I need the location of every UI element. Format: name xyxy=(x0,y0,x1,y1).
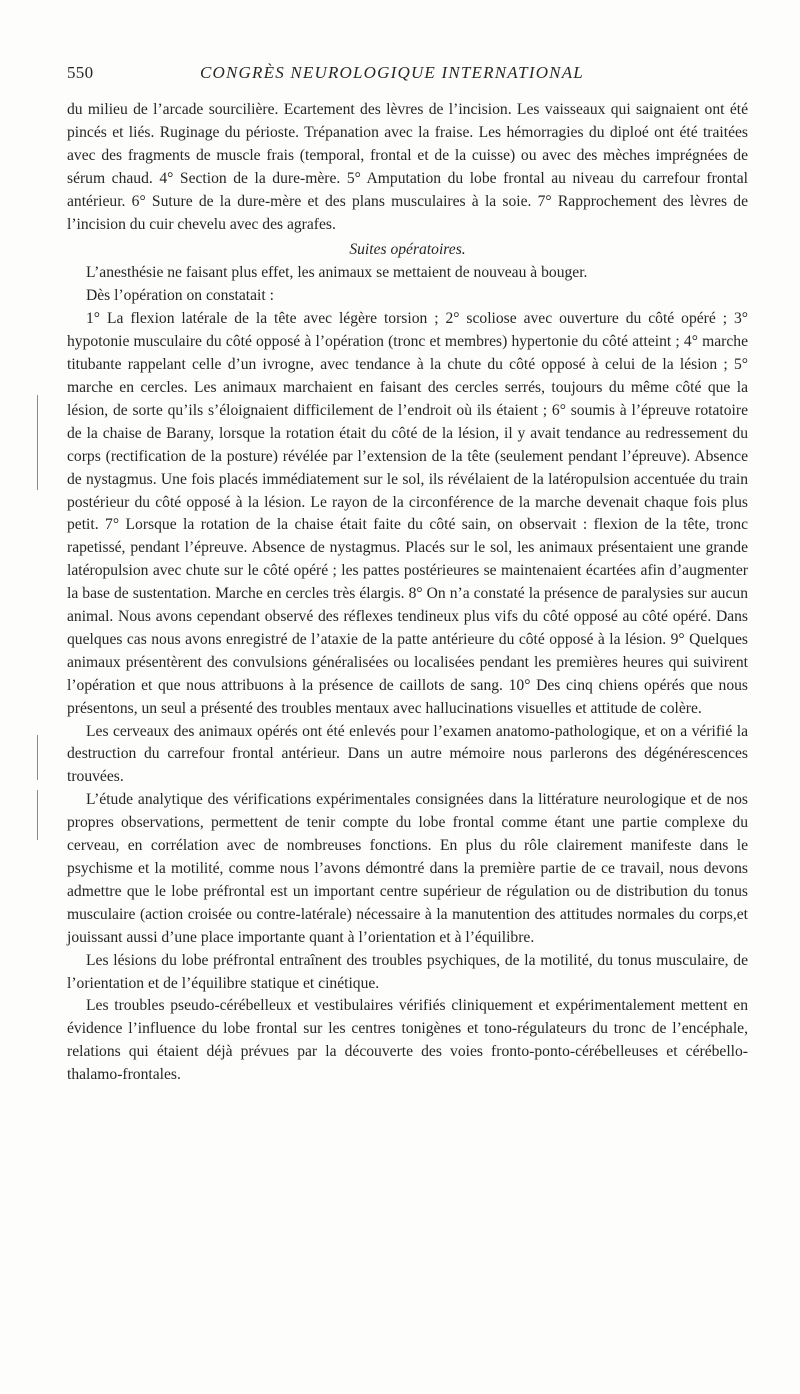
paragraph-pseudo-cerebellar-troubles: Les troubles pseudo-cérébelleux et vestibulaires vérifiés cliniquement et expérimentalement mettent en évidence l’influence du lobe frontal sur les centres tonigènes et tono-régulateurs du tronc de l’encéphale, relations qui étaient déjà prévues par la découverte des voies fronto-ponto-cérébelleuses et cérébello-thalamo-frontales. xyxy=(67,997,748,1084)
paragraph-observation-intro: Dès l’opération on constatait : xyxy=(86,287,274,305)
margin-pencil-mark xyxy=(37,395,38,490)
section-heading-suites-operatoires: Suites opératoires. xyxy=(349,241,466,259)
running-title: CONGRÈS NEUROLOGIQUE INTERNATIONAL xyxy=(200,63,584,82)
margin-pencil-mark xyxy=(37,790,38,840)
running-head xyxy=(67,62,747,84)
paragraph-observation-list: 1° La flexion latérale de la tête avec légère torsion ; 2° scoliose avec ouverture du côté opéré ; 3° hypotonie musculaire du côté opposé à l’opération (tronc et membres) hypertonie du côté atteint ; 4° marche titubante rappelant celle d’un ivrogne, avec tendance à la chute du côté opposé à celui de la lésion ; 5° marche en cercles. Les animaux marchaient en faisant des cercles serrés, toujours du même côté que la lésion, de sorte qu’ils s’éloignaient difficilement de l’endroit où ils étaient ; 6° soumis à l’épreuve rotatoire de la chaise de Barany, lorsque la rotation était du côté de la lésion, il y avait tendance au redressement du corps (rectification de la posture) révélée par l’extension de la tête (seulement pendant l’épreuve). Absence de nystagmus. Une fois placés immédiatement sur le sol, ils révélaient de la latéropulsion accentuée du train postérieur du côté opposé à la lésion. Le rayon de la circonférence de la marche devenait chaque fois plus petit. 7° Lorsque la rotation de la chaise était faite du côté sain, on observait : flexion de la tête, tronc rapetissé, pendant l’épreuve. Absence de nystagmus. Placés sur le sol, les animaux présentaient une grande latéropulsion avec chute sur le côté opéré ; les pattes postérieures se maintenaient écartées afin d’augmenter la base de sustentation. Marche en cercles très élargis. 8° On n’a constaté la présence de paralysies sur aucun animal. Nous avons cependant observé des réflexes tendineux plus vifs du côté opposé au côté opéré. Dans quelques cas nous avons enregistré de l’ataxie de la patte antérieure du côté opposé à la lésion. 9° Quelques animaux présentèrent des convulsions généralisées ou localisées pendant les premières heures qui suivirent l’opération et que nous attribuons à la présence de caillots de sang. 10° Des cinq chiens opérés que nous présentons, un seul a présenté des troubles mentaux avec hallucinations visuelles et attitude de colère. xyxy=(67,310,748,717)
paragraph-analytical-study: L’étude analytique des vérifications expérimentales consignées dans la littérature neurologique et de nos propres observations, permettent de tenir compte du lobe frontal comme étant une partie complexe du cerveau, en corrélation avec de nombreuses fonctions. En plus du rôle clairement manifeste dans le psychisme et la motilité, comme nous l’avons démontré dans la première partie de ce travail, nous devons admettre que le lobe préfrontal est un important centre supérieur de régulation ou de distribution du tonus musculaire (action croisée ou contre-latérale) nécessaire à la manutention des attitudes normales du corps,et jouissant aussi d’une place importante quant à l’orientation et à l’équilibre. xyxy=(67,791,748,946)
paragraph-brain-examination: Les cerveaux des animaux opérés ont été enlevés pour l’examen anatomo-pathologique, et on a vérifié la destruction du carrefour frontal antérieur. Dans un autre mémoire nous parlerons des dégénérescences trouvées. xyxy=(67,722,748,786)
paragraph-anesthesia: L’anesthésie ne faisant plus effet, les animaux se mettaient de nouveau à bouger. xyxy=(86,264,588,282)
margin-pencil-mark xyxy=(37,735,38,780)
paragraph-prefrontal-lesions: Les lésions du lobe préfrontal entraînent des troubles psychiques, de la motilité, du tonus musculaire, de l’orientation et de l’équilibre statique et cinétique. xyxy=(67,951,748,992)
paragraph-surgery-continued: du milieu de l’arcade sourcilière. Ecartement des lèvres de l’incision. Les vaisseaux qui saignaient ont été pincés et liés. Ruginage du périoste. Trépanation avec la fraise. Les hémorragies du diploé ont été traitées avec des fragments de muscle frais (temporal, frontal et de la cuisse) ou avec des mèches imprégnées de sérum chaud. 4° Section de la dure-mère. 5° Amputation du lobe frontal au niveau du carrefour frontal antérieur. 6° Suture de la dure-mère et des plans musculaires à la soie. 7° Rapprochement des lèvres de l’incision du cuir chevelu avec des agrafes. xyxy=(67,101,748,233)
body-text xyxy=(67,99,748,1087)
page-number: 550 xyxy=(67,63,94,82)
